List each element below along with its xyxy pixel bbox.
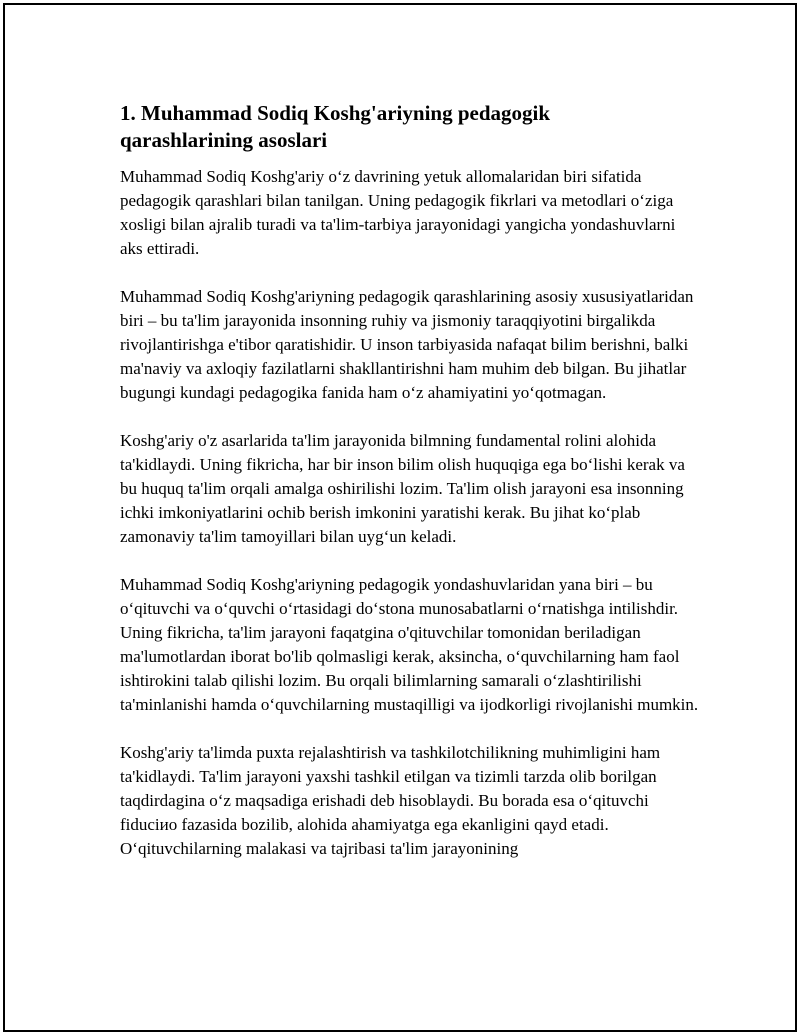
- paragraph-2: Muhammad Sodiq Koshg'ariyning pedagogik qarashlarining asosiy xususiyatlaridan biri – bu ta'lim jarayonida insonning ruhiy va jismoniy taraqqiyotini birgalikda rivojlantirishga e'tibor qaratishidir. U inson tarbiyasida nafaqat bilim berishni, balki ma'naviy va axloqiy fazilatlarni shakllantirishni ham muhim deb bilgan. Bu jihatlar bugungi kundagi pedagogika fanida ham o‘z ahamiyatini yo‘qotmagan.: [120, 287, 694, 402]
- document-body: [120, 100, 700, 885]
- paragraph-4: Muhammad Sodiq Koshg'ariyning pedagogik yondashuvlaridan yana biri – bu o‘qituvchi va o‘quvchi o‘rtasidagi do‘stona munosabatlarni o‘rnatishga intilishdir. Uning fikricha, ta'lim jarayoni faqatgina o'qituvchilar tomonidan beriladigan ma'lumotlardan iborat bo'lib qolmasligi kerak, aksincha, o‘quvchilarning ham faol ishtirokini talab qilishi lozim. Bu orqali bilimlarning samarali o‘zlashtirilishi ta'minlanishi hamda o‘quvchilarning mustaqilligi va ijodkorligi rivojlanishi mumkin.: [120, 575, 699, 714]
- paragraph-3: Koshg'ariy o'z asarlarida ta'lim jarayonida bilmning fundamental rolini alohida ta'kidlaydi. Uning fikricha, har bir inson bilim olish huquqiga ega bo‘lishi kerak va bu huquq ta'lim orqali amalga oshirilishi lozim. Ta'lim olish jarayoni esa insonning ichki imkoniyatlarini ochib berish imkonini yaratishi kerak. Bu jihat ko‘plab zamonaviy ta'lim tamoyillari bilan uyg‘un keladi.: [120, 431, 685, 546]
- paragraph-1: Muhammad Sodiq Koshg'ariy o‘z davrining yetuk allomalaridan biri sifatida pedagogik qarashlari bilan tanilgan. Uning pedagogik fikrlari va metodlari o‘ziga xosligi bilan ajralib turadi va ta'lim-tarbiya jarayonidagi yangicha yondashuvlarni aks ettiradi.: [120, 167, 676, 258]
- paragraph-5: Koshg'ariy ta'limda puxta rejalashtirish va tashkilotchilikning muhimligini ham ta'kidlaydi. Ta'lim jarayoni yaxshi tashkil etilgan va tizimli tarzda olib borilgan taqdirdagina o‘z maqsadiga erishadi deb hisoblaydi. Bu borada esa o‘qituvchi fiduciио fazasida bozilib, alohida ahamiyatga ega ekanligini qayd etadi. O‘qituvchilarning malakasi va tajribasi ta'lim jarayonining: [120, 743, 661, 858]
- document-title: 1. Muhammad Sodiq Koshg'ariyning pedagogik qarashlarining asoslari: [120, 101, 551, 152]
- page-frame: [3, 3, 797, 1032]
